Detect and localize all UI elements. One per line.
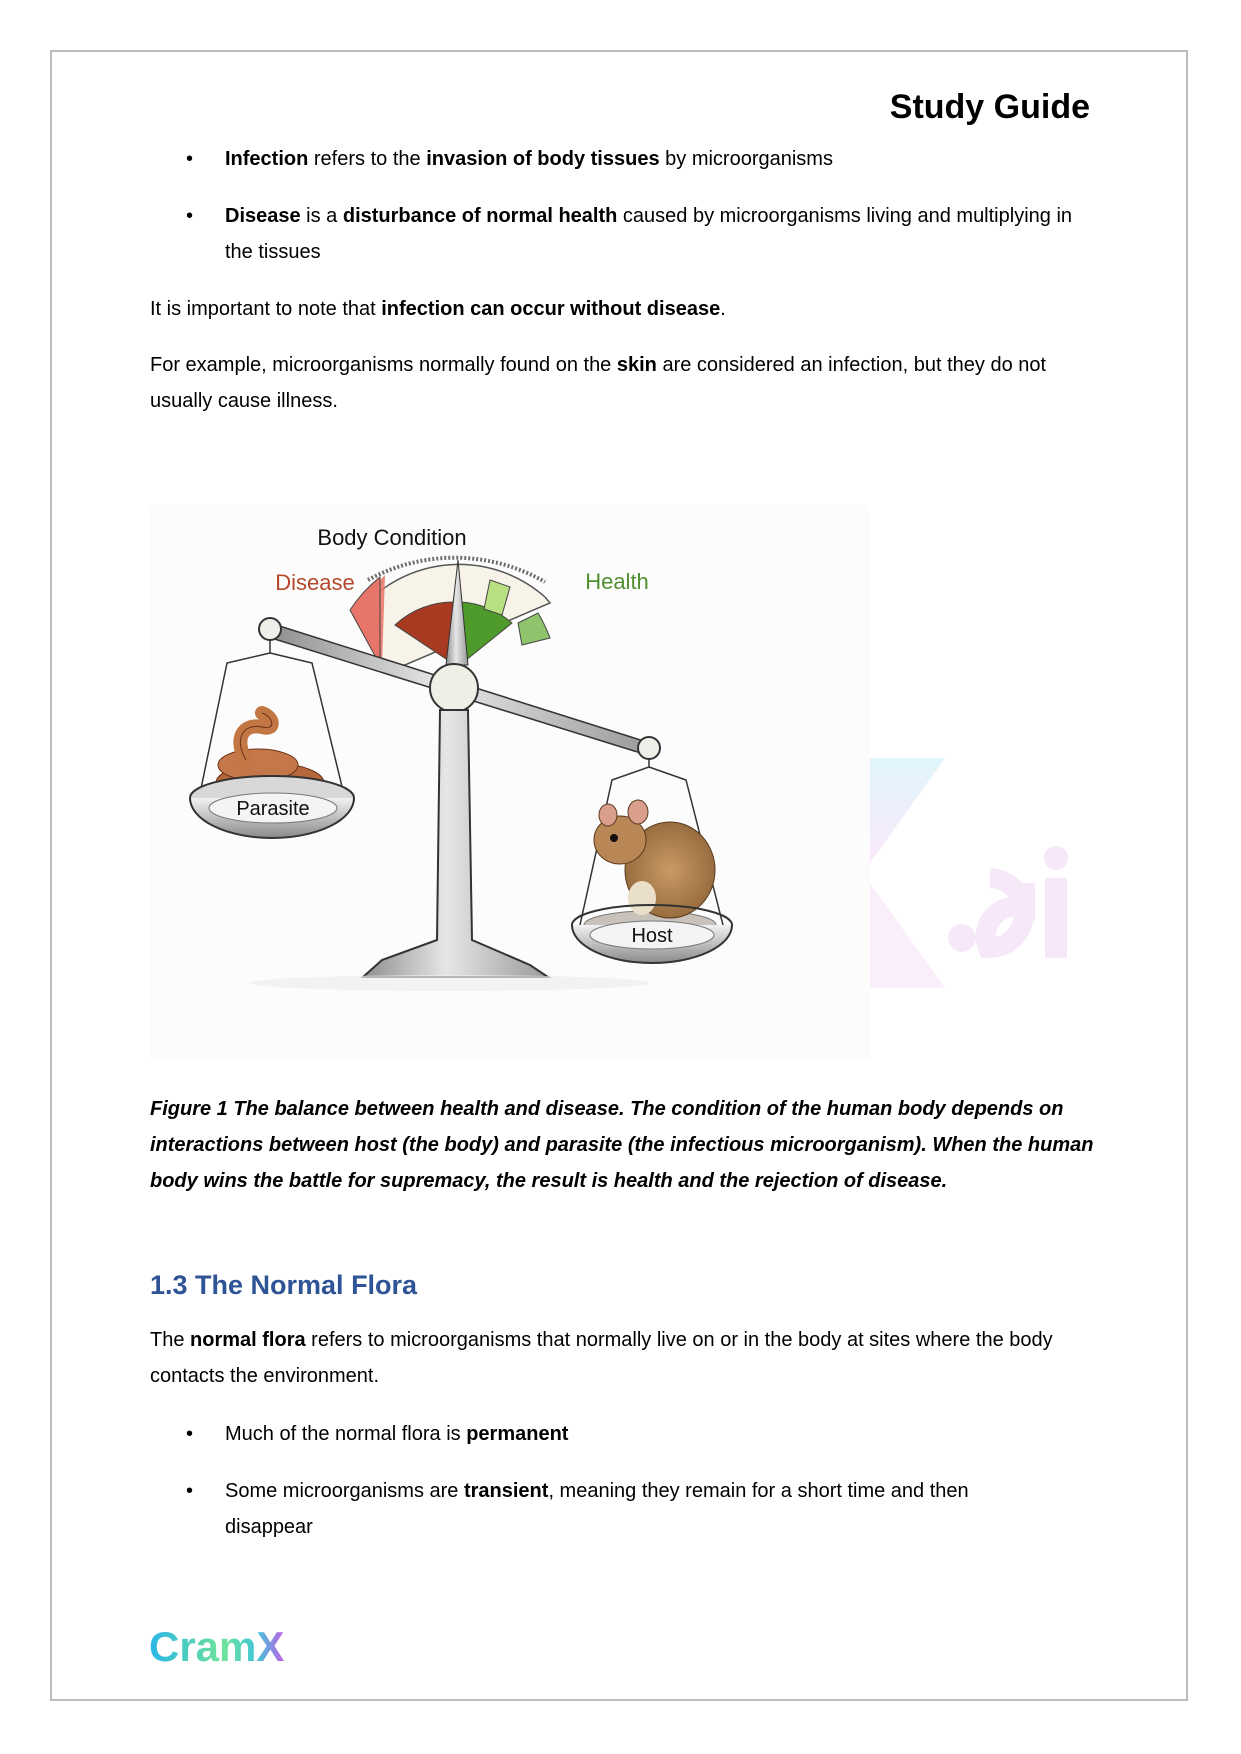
balance-scale-illustration bbox=[150, 505, 870, 1060]
bullet-icon: • bbox=[186, 205, 194, 227]
cramx-logo-icon bbox=[149, 1616, 299, 1674]
scale-stand bbox=[363, 710, 548, 977]
logo-text: CramX bbox=[149, 1623, 285, 1670]
parasite-label: Parasite bbox=[236, 798, 310, 820]
bullet-item-permanent bbox=[150, 1416, 1090, 1452]
watermark-k-ai-icon bbox=[870, 758, 1090, 988]
bullet-text: Infection refers to the invasion of body tissues by microorganisms bbox=[225, 148, 833, 170]
disease-label: Disease bbox=[275, 570, 355, 595]
bullet-text: Much of the normal flora is permanent bbox=[225, 1423, 569, 1445]
health-label: Health bbox=[585, 569, 649, 594]
paragraph-example: For example, microorganisms normally found on the skin are considered an infection, but they do not usually cause illness. bbox=[150, 354, 1047, 412]
bullet-text: Disease is a disturbance of normal health caused by microorganisms living and multiplying in the tissues bbox=[225, 205, 1073, 263]
bullet-icon: • bbox=[186, 148, 194, 170]
bullet-item-disease bbox=[150, 198, 1090, 270]
gauge-title: Body Condition bbox=[317, 525, 467, 550]
figure-caption: Figure 1 The balance between health and disease. The condition of the human body depends on interactions between host (the body) and parasite (the infectious microorganism). When the human body wins the battle for supremacy, the result is health and the rejection of disease. bbox=[150, 1098, 1094, 1192]
scale-pivot bbox=[430, 664, 478, 712]
bullet-text: Some microorganisms are transient, meaning they remain for a short time and then disappear bbox=[225, 1480, 969, 1538]
figure-balance-illustration bbox=[150, 505, 870, 1060]
bullet-item-infection bbox=[150, 141, 1090, 177]
paragraph-normal-flora: The normal flora refers to microorganisms that normally live on or in the body at sites where the body contacts the environment. bbox=[150, 1329, 1053, 1387]
page-title: Study Guide bbox=[889, 88, 1090, 126]
cramx-logo bbox=[149, 1616, 299, 1674]
body-condition-gauge bbox=[350, 558, 550, 665]
paragraph-note: It is important to note that infection can occur without disease. bbox=[150, 298, 726, 320]
watermark-logo bbox=[870, 758, 1090, 988]
section-heading: 1.3 The Normal Flora bbox=[150, 1270, 418, 1300]
host-label: Host bbox=[631, 925, 673, 947]
bullet-icon: • bbox=[186, 1423, 194, 1445]
bullet-item-transient bbox=[150, 1473, 1090, 1545]
bullet-icon: • bbox=[186, 1480, 194, 1502]
